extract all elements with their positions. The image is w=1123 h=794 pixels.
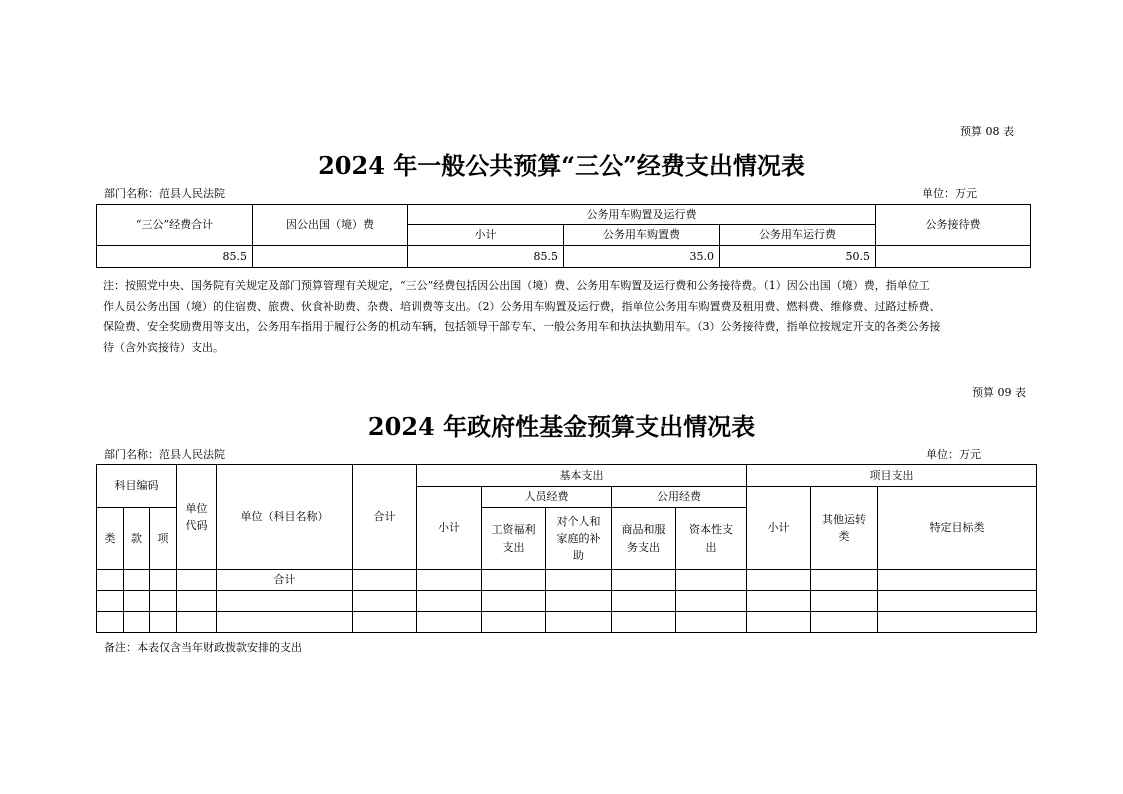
table08-unit: 单位：万元: [922, 187, 977, 200]
header-goods-services: 商品和服 务支出: [612, 508, 676, 570]
note-line: 作人员公务出国（境）的住宿费、旅费、伙食补助费、杂费、培训费等支出。（2）公务用车购置及运行费，指单位公务用车购置费及租用费、燃料费、维修费、过路过桥费、: [103, 299, 941, 313]
table-row: [97, 591, 1037, 612]
header-basic-subtotal: 小计: [417, 487, 482, 570]
header-abroad: 因公出国（境）费: [253, 205, 408, 246]
cell-abroad: [253, 246, 408, 268]
cell-total: 85.5: [97, 246, 253, 268]
header-public: 公用经费: [612, 487, 747, 508]
table09-dept: 部门名称：范县人民法院: [104, 448, 225, 461]
table08-tag: 预算 08 表: [960, 125, 1014, 138]
cell-operation: 50.5: [720, 246, 876, 268]
header-unit-name: 单位（科目名称）: [217, 465, 353, 570]
table09: [96, 464, 1037, 633]
header-unit-code: 单位 代码: [177, 465, 217, 570]
table09-tag: 预算 09 表: [972, 386, 1026, 399]
header-project-subtotal: 小计: [747, 487, 811, 570]
note-line: 待（含外宾接待）支出。: [103, 340, 224, 354]
note-line: 注：按照党中央、国务院有关规定及部门预算管理有关规定，“三公”经费包括因公出国（境）费、公务用车购置及运行费和公务接待费。（1）因公出国（境）费，指单位工: [103, 279, 930, 292]
header-vehicle: 公务用车购置及运行费: [408, 205, 876, 225]
header-total: 合计: [353, 465, 417, 570]
table09-title: 2024 年政府性基金预算支出情况表: [367, 412, 756, 441]
table09-unit: 单位：万元: [926, 448, 981, 461]
note-line: 保险费、安全奖励费用等支出，公务用车指用于履行公务的机动车辆，包括领导干部专车、一般公务用车和执法执勤用车。（3）公务接待费，指单位按规定开支的各类公务接: [103, 320, 941, 333]
header-kuan: 款: [124, 508, 150, 570]
header-basic-expenditure: 基本支出: [417, 465, 747, 487]
cell-purchase: 35.0: [564, 246, 720, 268]
header-subject-code: 科目编码: [97, 465, 177, 508]
table-row: [97, 570, 1037, 591]
table08-note: [103, 276, 1033, 358]
header-project-expenditure: 项目支出: [747, 465, 1037, 487]
table08-dept: 部门名称：范县人民法院: [104, 187, 225, 200]
header-capital: 资本性支 出: [676, 508, 747, 570]
header-sangong-total: “三公”经费合计: [97, 205, 253, 246]
header-vehicle-operation: 公务用车运行费: [720, 225, 876, 246]
header-special-target: 特定目标类: [878, 487, 1037, 570]
table08: [96, 204, 1031, 268]
header-salary: 工资福利 支出: [482, 508, 546, 570]
table09-footnote: 备注：本表仅含当年财政拨款安排的支出: [104, 641, 302, 654]
header-xiang: 项: [150, 508, 177, 570]
table08-title: 2024 年一般公共预算“三公”经费支出情况表: [318, 151, 805, 180]
header-other-operation: 其他运转 类: [811, 487, 878, 570]
cell-reception: [876, 246, 1031, 268]
header-reception: 公务接待费: [876, 205, 1031, 246]
header-lei: 类: [97, 508, 124, 570]
table-row: [97, 612, 1037, 633]
header-vehicle-purchase: 公务用车购置费: [564, 225, 720, 246]
header-family-subsidy: 对个人和 家庭的补 助: [546, 508, 612, 570]
header-vehicle-subtotal: 小计: [408, 225, 564, 246]
header-personnel: 人员经费: [482, 487, 612, 508]
total-row-label: 合计: [217, 570, 353, 591]
table-row: [97, 246, 1031, 268]
cell-subtotal: 85.5: [408, 246, 564, 268]
